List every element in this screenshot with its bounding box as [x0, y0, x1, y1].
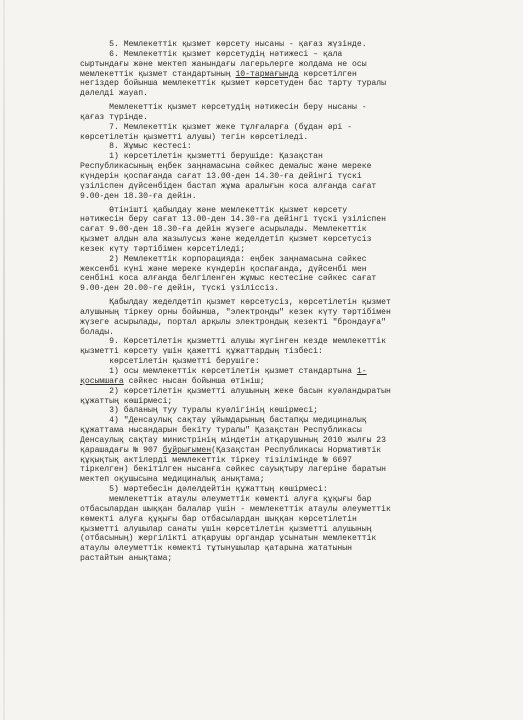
- text-line: 8. Жұмыс кестесі:: [80, 142, 192, 152]
- text-line: отбасылардан шыққан балалар үшін - мемлекеттік атаулы әлеуметтік: [80, 504, 391, 514]
- text-line: мектеп оқушысына медициналық анықтама;: [80, 475, 265, 485]
- text-line: нәтижесін беру сағат 13.00-ден 14.30-ға дейінгі түскі үзіліспен: [80, 215, 386, 225]
- text-line: Денсаулық сақтау министрінің міндетін атқарушының 2010 жылғы 23: [80, 435, 386, 445]
- document-reference-link: бұйрығымен: [162, 445, 212, 455]
- text-line: (отбасының) жергілікті атқарушы органдар ұсынатын мемлекеттік: [80, 534, 377, 544]
- text-line: сыртындағы және мектеп жанындағы лагерьлерге жолдама не осы: [80, 59, 367, 69]
- text-line: 1) осы мемлекеттік көрсетілетін қызмет стандартына 1-: [80, 367, 367, 376]
- text-line: атаулы әлеуметтік көмекті тұтынушылар қатарына жататынын: [80, 544, 352, 554]
- text-line: растайтын анықтама;: [80, 554, 173, 564]
- text-line: 5) мәртебесін дәлелдейтін құжаттың көшірмесі:: [80, 485, 328, 495]
- text-line: 4) "Денсаулық сақтау ұйымдарының бастапқы медициналық: [80, 416, 367, 426]
- text-line: 1) көрсетілетін қызметті берушіде: Қазақстан: [80, 152, 323, 162]
- text-line: тіркелген) бекітілген нысанға сәйкес сауықтыру лагеріне баратын: [80, 465, 386, 475]
- text-line: жүзеге асырылады, портал арқылы электрондық кезекті "брондауға": [80, 317, 386, 327]
- text-line: 5. Мемлекеттік қызмет көрсету нысаны - қағаз жүзінде.: [80, 40, 367, 49]
- text-line: 6. Мемлекеттік қызмет көрсетудің нәтижесі – қала: [80, 49, 343, 59]
- text-line: көрсетілетін қызметті берушіге:: [80, 357, 260, 367]
- text-line: кезек күту тәртібімен көрсетіледі;: [80, 244, 246, 254]
- text-line: 2) көрсетілетін қызметті алушының жеке басын куәландыратын: [80, 386, 391, 396]
- document-reference-link: қосымшаға: [80, 376, 124, 386]
- text-line: болады.: [80, 327, 114, 337]
- text-line: көмекті алуға құқығы бар отбасылардан шыққан көрсетілетін: [80, 514, 357, 524]
- text-line: сенбіні коса алғанда белгіленген жұмыс кестесіне сәйкес сағат: [80, 274, 377, 284]
- text-line: жексенбі күні және мереке күндерін қоспағанда, дүйсенбі мен: [80, 264, 367, 274]
- document-reference-link: 1-: [356, 367, 367, 376]
- text-line: құжаттама нысандарын бекіту туралы" Қазақстан Республикасы: [80, 426, 362, 436]
- text-line: қарашадағы № 907 бұйрығымен(Қазақстан Республикасы Нормативтік: [80, 445, 382, 455]
- text-line: қызмет алдын ала жазылусыз және жеделдетіп қызмет көрсетусіз: [80, 235, 372, 245]
- text-line: сағат 9.00-ден 18.30-ға дейін жүзеге асырылады. Мемлекеттік: [80, 225, 367, 235]
- scan-edge-artifact: [3, 0, 5, 720]
- text-line: дәлелді жауап.: [80, 89, 148, 99]
- text-line: мемлекеттік қызмет стандартының 10-тармағында көрсетілген: [80, 69, 357, 79]
- text-line: 3) баланың туу туралы куәлігінің көшірмесі;: [80, 406, 318, 416]
- text-line: Қабылдау жеделдетіп қызмет көрсетусіз, көрсетілетін қызмет: [80, 298, 391, 308]
- text-line: қосымшаға сәйкес нысан бойынша өтініш;: [80, 376, 265, 386]
- text-line: 9. Көрсетілетін қызметті алушы жүгінген кезде мемлекеттік: [80, 337, 386, 347]
- text-line: Өтінішті қабылдау және мемлекеттік қызмет көрсету: [80, 205, 348, 215]
- text-line: қызметті көрсету үшін қажетті құжаттардың тізбесі:: [80, 347, 323, 357]
- document-body-text: [80, 40, 490, 564]
- text-line: 2) Мемлекеттік корпорацияда: еңбек заңнамасына сәйкес: [80, 254, 367, 264]
- text-line: құжаттың көшірмесі;: [80, 396, 173, 406]
- text-line: көрсетілетін қызметті алушы) тегін көрсетіледі.: [80, 132, 309, 142]
- text-line: алушының тіркеу орны бойынша, "электронды" кезек күту тәртібімен: [80, 307, 391, 317]
- text-line: күндерін қоспағанда сағат 13.00-ден 14.30-ға дейінгі түскі: [80, 171, 362, 181]
- text-line: қызметті алушылар санаты үшін көрсетілетін қызметті алушының: [80, 524, 372, 534]
- text-line: 7. Мемлекеттік қызмет жеке тұлғаларға (бұдан әрі -: [80, 122, 352, 132]
- text-line: негіздер бойынша мемлекеттік қызмет көрсетуден бас тарту туралы: [80, 79, 386, 89]
- text-line: Республикасының еңбек заңнамасына сәйкес демалыс және мереке: [80, 162, 372, 172]
- text-line: 9.00-ден 18.30-ға дейін.: [80, 191, 197, 201]
- text-line: Мемлекеттік қызмет көрсетудің нәтижесін беру нысаны -: [80, 103, 367, 113]
- text-line: үзіліспен дүйсенбіден бастап жұма аралығын коса алғанда сағат: [80, 181, 377, 191]
- document-reference-link: 10-тармағында: [235, 69, 299, 79]
- text-line: қағаз түрінде.: [80, 112, 148, 122]
- text-line: 9.00-ден 20.00-ге дейін, түскі үзіліссіз.: [80, 284, 280, 294]
- text-line: мемлекеттік атаулы әлеуметтік көмекті алуға құқығы бар: [80, 494, 372, 504]
- text-line: құқықтық актілерді мемлекеттік тіркеу тізілімінде № 6697: [80, 455, 352, 465]
